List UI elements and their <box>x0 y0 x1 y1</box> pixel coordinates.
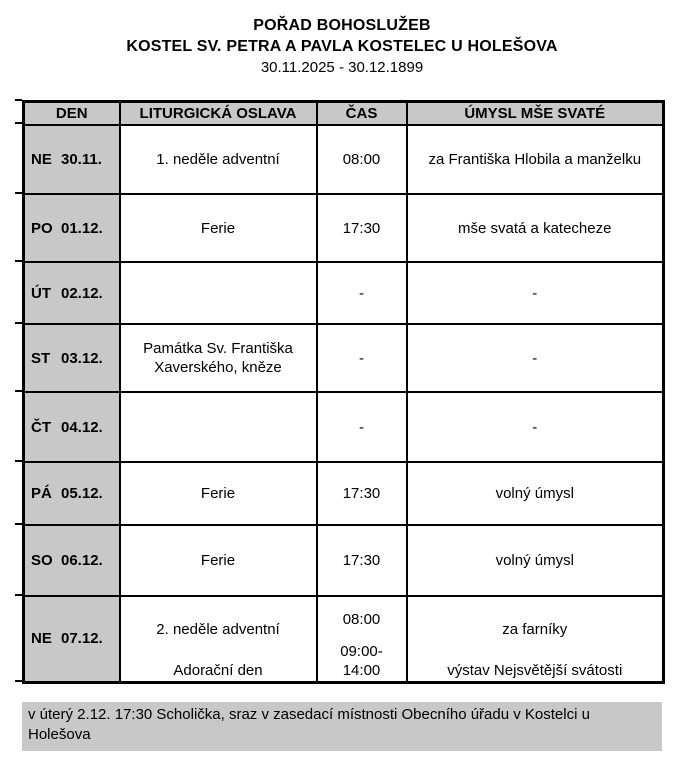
row-boundary-tick <box>15 594 22 596</box>
intention-line-1: za farníky <box>502 620 568 638</box>
celebration-cell <box>120 596 317 683</box>
row-boundary-tick <box>15 122 22 124</box>
day-date: 01.12. <box>61 219 103 237</box>
time-cell: 17:30 <box>317 525 407 596</box>
church-name: KOSTEL SV. PETRA A PAVLA KOSTELEC U HOLEŠOVA <box>126 38 558 55</box>
time-cell: 17:30 <box>317 462 407 525</box>
day-abbrev: NE <box>31 151 52 168</box>
intention-cell: - <box>407 392 664 462</box>
celebration-cell: Ferie <box>120 525 317 596</box>
celebration-line-2: Adorační den <box>173 662 263 679</box>
intention-cell: mše svatá a katecheze <box>407 194 664 262</box>
time-cell: - <box>317 324 407 392</box>
celebration-cell: Ferie <box>120 462 317 525</box>
row-boundary-tick <box>15 99 22 101</box>
time-cell: 08:00 <box>317 125 407 194</box>
day-date: 03.12. <box>61 349 103 367</box>
day-date: 30.11. <box>61 151 102 168</box>
day-cell <box>24 194 120 262</box>
schedule-table <box>22 100 665 684</box>
celebration-cell: 1. neděle adventní <box>120 125 317 194</box>
day-date: 05.12. <box>61 485 103 502</box>
day-date: 06.12. <box>61 552 103 569</box>
day-abbrev: SO <box>31 552 53 569</box>
table-row <box>24 125 664 194</box>
table-row <box>24 324 664 392</box>
day-cell <box>24 392 120 462</box>
row-boundary-tick <box>15 390 22 392</box>
footer-note: v úterý 2.12. 17:30 Scholička, sraz v zasedací místnosti Obecního úřadu v Kostelci u Holešova <box>22 702 662 751</box>
day-date: 02.12. <box>61 284 103 302</box>
day-abbrev: PO <box>31 219 53 237</box>
time-cell: 17:30 <box>317 194 407 262</box>
document-header <box>0 0 684 79</box>
day-cell <box>24 262 120 324</box>
day-date: 04.12. <box>61 418 103 436</box>
date-range: 30.11.2025 - 30.12.1899 <box>260 59 424 76</box>
intention-line-2: výstav Nejsvětější svátosti <box>447 662 623 679</box>
celebration-cell: Památka Sv. Františka Xaverského, kněze <box>120 324 317 392</box>
intention-cell: volný úmysl <box>407 462 664 525</box>
day-cell <box>24 324 120 392</box>
day-abbrev: PÁ <box>31 485 52 502</box>
row-boundary-tick <box>15 322 22 324</box>
day-abbrev: ST <box>31 349 51 367</box>
row-boundary-tick <box>15 192 22 194</box>
intention-cell: za Františka Hlobila a manželku <box>407 125 664 194</box>
time-line-1: 08:00 <box>342 611 381 628</box>
intention-cell: - <box>407 324 664 392</box>
schedule-table-wrap <box>22 100 662 684</box>
time-cell: - <box>317 392 407 462</box>
celebration-line-1: 2. neděle adventní <box>156 620 280 638</box>
intention-cell: - <box>407 262 664 324</box>
day-cell <box>24 596 120 683</box>
row-boundary-tick <box>15 260 22 262</box>
table-row <box>24 392 664 462</box>
intention-cell: volný úmysl <box>407 525 664 596</box>
day-cell <box>24 125 120 194</box>
row-boundary-tick <box>15 460 22 462</box>
day-abbrev: ÚT <box>31 284 51 302</box>
time-line-2: 09:00-14:00 <box>340 643 383 679</box>
time-cell <box>317 596 407 683</box>
intention-cell <box>407 596 664 683</box>
time-cell: - <box>317 262 407 324</box>
day-abbrev: NE <box>31 630 52 647</box>
table-row <box>24 596 664 683</box>
day-cell <box>24 525 120 596</box>
celebration-cell <box>120 392 317 462</box>
page-title: POŘAD BOHOSLUŽEB <box>253 17 431 34</box>
col-header-cas: ČAS <box>317 102 407 126</box>
day-abbrev: ČT <box>31 418 51 436</box>
col-header-umysl: ÚMYSL MŠE SVATÉ <box>407 102 664 126</box>
celebration-cell: Ferie <box>120 194 317 262</box>
row-boundary-tick <box>15 523 22 525</box>
day-date: 07.12. <box>61 630 103 647</box>
col-header-oslava: LITURGICKÁ OSLAVA <box>120 102 317 126</box>
table-row <box>24 462 664 525</box>
col-header-den: DEN <box>24 102 120 126</box>
table-row <box>24 194 664 262</box>
table-row <box>24 525 664 596</box>
day-cell <box>24 462 120 525</box>
table-row <box>24 262 664 324</box>
table-header-row <box>24 102 664 126</box>
celebration-cell <box>120 262 317 324</box>
row-boundary-tick <box>15 680 22 682</box>
